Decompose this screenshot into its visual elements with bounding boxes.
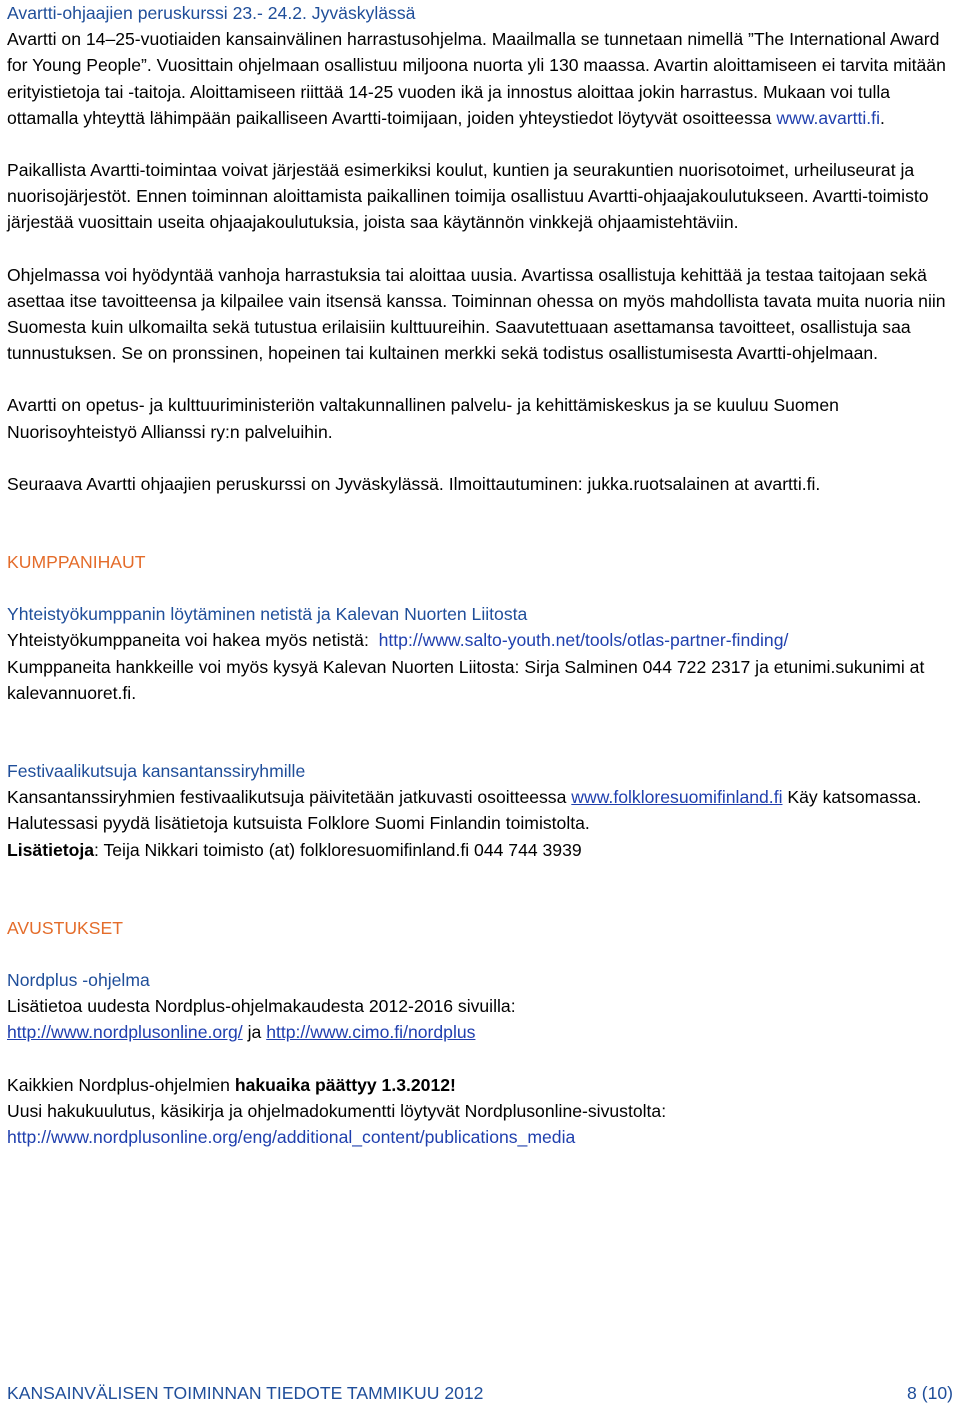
- partner-search-line: [7, 627, 953, 653]
- avartti-organizers-paragraph: Paikallista Avartti-toimintaa voivat järjestää esimerkiksi koulut, kuntien ja seurakuntien nuorisotoimet, urheiluseurat ja nuorisojärjestöt. Ennen toiminnan aloittamista paikallinen toimija osallistuu Avartti-ohjaajakoulutukseen. Avartti-toimisto järjestää vuosittain useita ohjaajakoulutuksia, joista saa käytännön vinkkejä ohjaamistehtäviin.: [7, 160, 929, 233]
- kalevan-nuoret-paragraph: Kumppaneita hankkeille voi myös kysyä Kalevan Nuorten Liitosta: Sirja Salminen 044 722 2317 ja etunimi.sukunimi at kalevannuoret.fi.: [7, 656, 925, 703]
- links-joiner: ja: [242, 1022, 267, 1043]
- avartti-intro-end: .: [879, 107, 885, 128]
- footer-title: KANSAINVÄLISEN TOIMINNAN TIEDOTE TAMMIKUU 2012: [7, 1383, 484, 1403]
- cimo-link[interactable]: http://www.cimo.fi/nordplus: [266, 1022, 476, 1043]
- festival-invites-paragraph: [7, 784, 953, 836]
- avartti-link[interactable]: www.avartti.fi: [776, 107, 880, 128]
- folklore-link[interactable]: www.folkloresuomifinland.fi: [571, 787, 783, 808]
- avartti-intro-text: Avartti on 14–25-vuotiaiden kansainvälinen harrastusohjelma. Maailmalla se tunnetaan nimellä ”The International Award for Young People”. Vuosittain ohjelmaan osallistuu miljoona nuorta yli 130 maassa. Avartin aloittamiseen ei tarvita mitään erityistietoja tai -taitoja. Aloittamiseen riittää 14-25 vuoden ikä ja innostus aloittaa jokin harrastus. Mukaan voi tulla ottamalla yhteyttä lähimpään paikalliseen Avartti-toimijaan, joiden yhteystiedot löytyvät osoitteessa: [7, 29, 946, 128]
- festival-info-line: [7, 837, 953, 863]
- avustukset-heading: AVUSTUKSET: [7, 917, 124, 938]
- deadline-bold: hakuaika päättyy 1.3.2012!: [234, 1074, 456, 1095]
- avartti-next-course-paragraph: Seuraava Avartti ohjaajien peruskurssi on Jyväskylässä. Ilmoittautuminen: jukka.ruotsalainen at avartti.fi.: [7, 473, 821, 494]
- nordplus-publications-link[interactable]: http://www.nordplusonline.org/eng/additional_content/publications_media: [7, 1127, 576, 1148]
- course-title: Avartti-ohjaajien peruskurssi 23.- 24.2. Jyväskylässä: [7, 3, 416, 23]
- info-label: Lisätietoja: [7, 839, 95, 860]
- nordplus-links-line: [7, 1019, 953, 1045]
- kumppanihaut-heading: KUMPPANIHAUT: [7, 552, 146, 573]
- salto-link[interactable]: http://www.salto-youth.net/tools/otlas-partner-finding/: [378, 630, 789, 651]
- festival-invites-text: Kansantanssiryhmien festivaalikutsuja päivitetään jatkuvasti osoitteessa: [7, 787, 572, 808]
- festival-invites-title: Festivaalikutsuja kansantanssiryhmille: [7, 761, 306, 782]
- deadline-text: Kaikkien Nordplus-ohjelmien: [7, 1074, 235, 1095]
- page-footer: [7, 1383, 953, 1404]
- avartti-intro-paragraph: [7, 26, 953, 131]
- festival-invites-text-end: Käy katsomassa. Halutessasi pyydä lisätietoja kutsuista Folklore Suomi Finlandin toimistolta.: [7, 787, 922, 834]
- partner-search-title: Yhteistyökumppanin löytäminen netistä ja Kalevan Nuorten Liitosta: [7, 604, 528, 625]
- partner-search-text: Yhteistyökumppaneita voi hakea myös netistä:: [7, 630, 379, 651]
- document-page: [7, 0, 953, 1150]
- nordplus-link[interactable]: http://www.nordplusonline.org/: [7, 1022, 243, 1043]
- nordplus-info-line: Lisätietoa uudesta Nordplus-ohjelmakaudesta 2012-2016 sivuilla:: [7, 996, 516, 1017]
- nordplus-docs-line: Uusi hakukuulutus, käsikirja ja ohjelmadokumentti löytyvät Nordplusonline-sivustolta:: [7, 1100, 667, 1121]
- nordplus-docs-link-line: [7, 1124, 953, 1150]
- info-contact: : Teija Nikkari toimisto (at) folkloresuomifinland.fi 044 744 3939: [94, 839, 582, 860]
- avartti-program-paragraph: Ohjelmassa voi hyödyntää vanhoja harrastuksia tai aloittaa uusia. Avartissa osallistuja kehittää ja testaa taitojaan sekä asettaa itse tavoitteensa ja kilpailee vain itsensä kanssa. Toiminnan ohessa on myös mahdollista tavata muita nuoria niin Suomesta kuin ulkomailta sekä tutustua erilaisiin kulttuureihin. Saavutettuaan asettamansa tavoitteet, osallistuja saa tunnustuksen. Se on pronssinen, hopeinen tai kultainen merkki sekä todistus osallistumisesta Avartti-ohjelmaan.: [7, 264, 946, 364]
- nordplus-title: Nordplus -ohjelma: [7, 970, 150, 991]
- page-number: 8 (10): [907, 1383, 953, 1403]
- nordplus-deadline-line: [7, 1072, 953, 1098]
- avartti-ministry-paragraph: Avartti on opetus- ja kulttuuriministeriön valtakunnallinen palvelu- ja kehittämiskeskus ja se kuuluu Suomen Nuorisoyhteistyö Allianssi ry:n palveluihin.: [7, 395, 839, 442]
